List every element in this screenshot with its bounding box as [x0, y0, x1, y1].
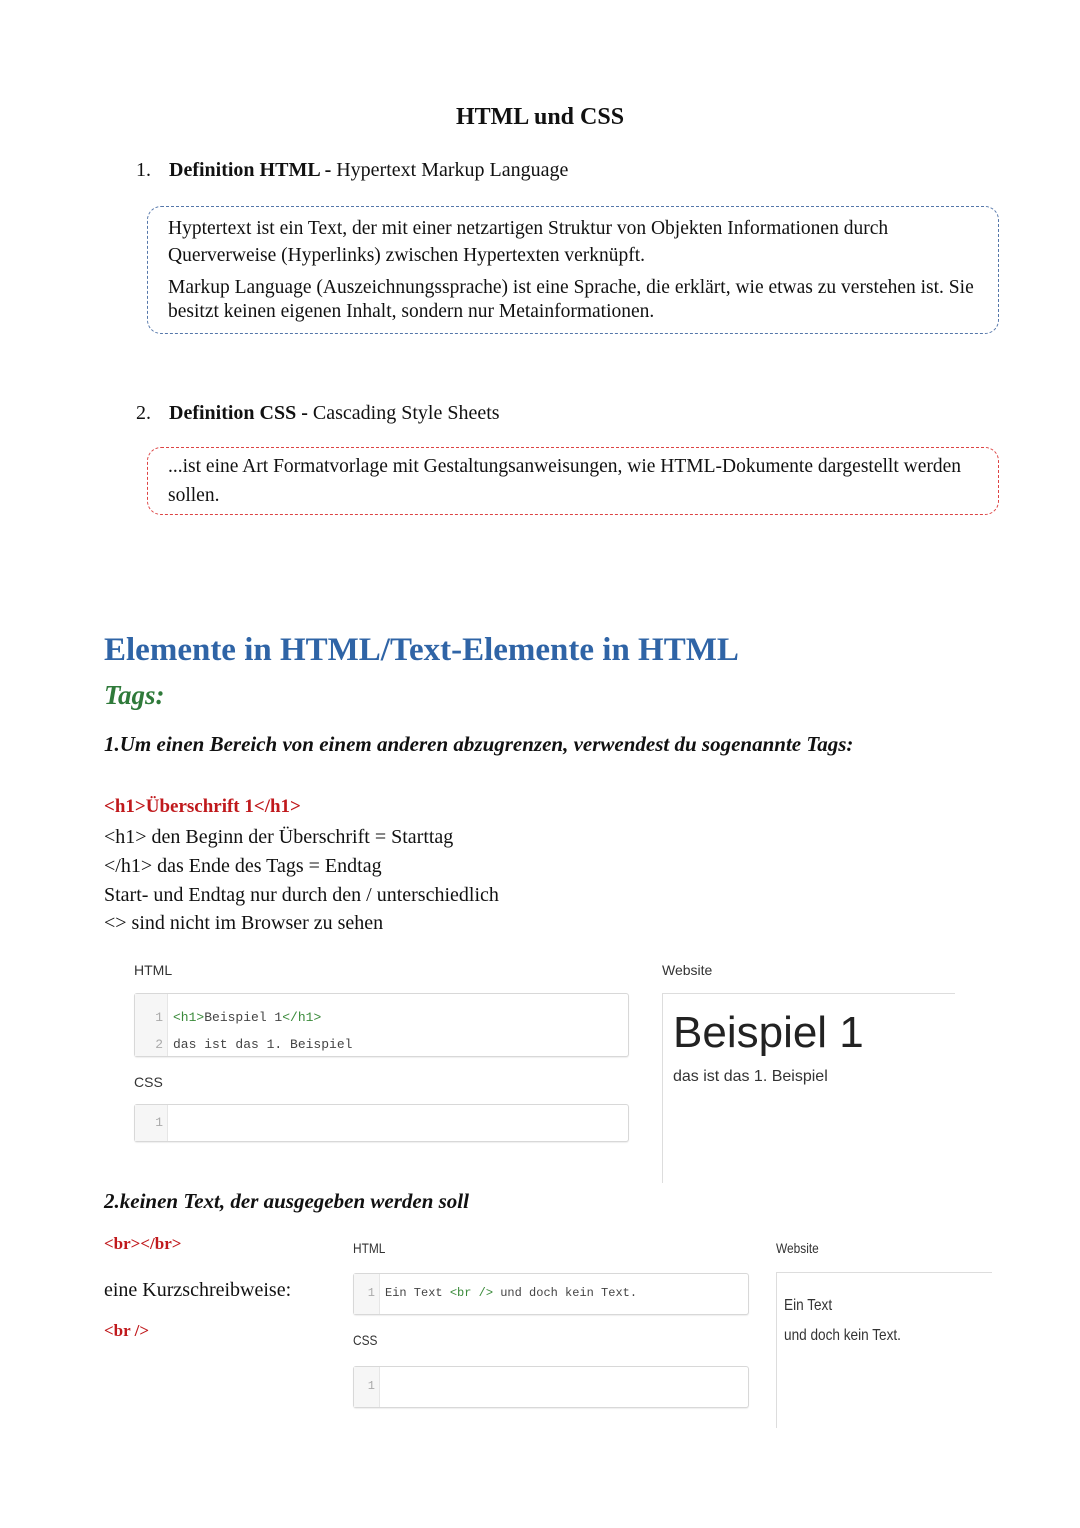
html-editor[interactable]: 1 2 <h1>Beispiel 1</h1> das ist das 1. Beispiel: [134, 993, 629, 1057]
subheading: Tags:: [104, 680, 165, 710]
css-editor[interactable]: 1: [353, 1366, 749, 1408]
code-line: Ein Text <br /> und doch kein Text.: [385, 1286, 638, 1300]
text-line: <h1> den Beginn der Überschrift = Starttag: [104, 826, 454, 848]
section-heading: Elemente in HTML/Text-Elemente in HTML: [104, 632, 739, 668]
html-label: HTML: [134, 962, 173, 978]
html-label: HTML: [353, 1240, 386, 1256]
css-editor[interactable]: 1: [134, 1104, 629, 1142]
point-1: 1.Um einen Bereich von einem anderen abzugrenzen, verwendest du sogenannte Tags:: [104, 732, 854, 756]
html-definition-box: Hyptertext ist ein Text, der mit einer netzartigen Struktur von Objekten Informationen durch Querverweise (Hyperlinks) zwischen Hypertexten verknüpft. Markup Language (Auszeichnungssprache) ist eine Sprache, die erklärt, wie etwas zu verstehen ist. Sie besitzt keinen eigenen Inhalt, sondern nur Metainformationen.: [147, 206, 999, 334]
code-line: <h1>Beispiel 1</h1>: [173, 1010, 322, 1025]
tag-example: <h1>Überschrift 1</h1>: [104, 796, 301, 817]
tag-br-short: <br />: [104, 1321, 150, 1340]
tag-br: <br></br>: [104, 1234, 182, 1253]
definition-css: 2. Definition CSS - Cascading Style Sheets: [136, 402, 500, 424]
website-preview: Ein Text und doch kein Text.: [776, 1272, 992, 1428]
css-label: CSS: [134, 1074, 163, 1090]
website-label: Website: [662, 962, 713, 978]
point-2: 2.keinen Text, der ausgegeben werden soll: [104, 1189, 469, 1213]
css-label: CSS: [353, 1332, 378, 1348]
html-editor[interactable]: 1 Ein Text <br /> und doch kein Text.: [353, 1273, 749, 1315]
website-label: Website: [776, 1240, 819, 1256]
definition-html: 1. Definition HTML - Hypertext Markup Language: [136, 159, 569, 181]
text-line: Start- und Endtag nur durch den / unterschiedlich: [104, 884, 499, 906]
text-line: </h1> das Ende des Tags = Endtag: [104, 855, 382, 877]
website-preview: Beispiel 1 das ist das 1. Beispiel: [662, 993, 955, 1183]
code-line: das ist das 1. Beispiel: [173, 1037, 353, 1052]
text-line: <> sind nicht im Browser zu sehen: [104, 912, 384, 934]
css-definition-box: ...ist eine Art Formatvorlage mit Gestaltungsanweisungen, wie HTML-Dokumente dargestellt werden sollen.: [147, 447, 999, 515]
text-line: eine Kurzschreibweise:: [104, 1279, 292, 1301]
page-title: HTML und CSS: [455, 104, 625, 130]
